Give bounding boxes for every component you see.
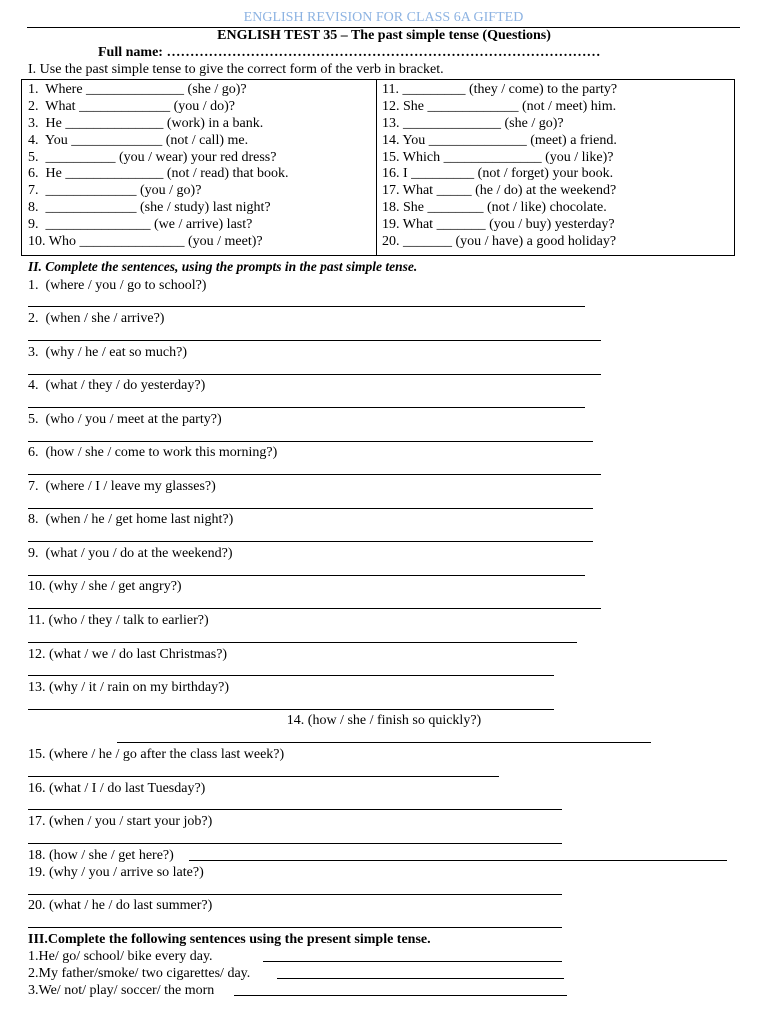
exercise1-item: 6. He ______________ (not / read) that book. — [28, 166, 289, 182]
exercise1-right-column — [382, 82, 617, 251]
prompt: 2. (when / she / arrive?) — [28, 311, 165, 326]
exercise1-item: 16. I _________ (not / forget) your book. — [382, 166, 614, 182]
answer-line — [28, 809, 562, 810]
exercise1-item: 1. Where ______________ (she / go)? — [28, 82, 247, 97]
prompt: 11. (who / they / talk to earlier?) — [28, 613, 209, 628]
prompt: 1. (where / you / go to school?) — [28, 278, 207, 293]
prompt: 7. (where / I / leave my glasses?) — [28, 479, 216, 494]
answer-line — [277, 978, 564, 979]
prompt: 10. (why / she / get angry?) — [28, 579, 182, 594]
full-name-line: Full name: ………………………………………………………………………………… — [98, 45, 601, 60]
prompt: 4. (what / they / do yesterday?) — [28, 378, 206, 393]
exercise1-item: 11. _________ (they / come) to the party? — [382, 82, 618, 97]
answer-line — [28, 407, 585, 408]
exercise1-item: 2. What _____________ (you / do)? — [28, 98, 235, 114]
prompt: 18. (how / she / get here?) — [28, 848, 174, 863]
answer-line — [28, 843, 562, 844]
exercise1-left-column — [28, 82, 289, 251]
prompt: 17. (when / you / start your job?) — [28, 814, 213, 829]
prompt: 1.He/ go/ school/ bike every day. — [28, 949, 213, 964]
exercise1-item: 18. She ________ (not / like) chocolate. — [382, 200, 607, 216]
exercise1-item: 20. _______ (you / have) a good holiday? — [382, 234, 617, 250]
exercise1-item: 12. She _____________ (not / meet) him. — [382, 98, 617, 114]
exercise1-item: 9. _______________ (we / arrive) last? — [28, 217, 253, 233]
prompt: 3. (why / he / eat so much?) — [28, 345, 188, 360]
exercise1-item: 7. _____________ (you / go)? — [28, 183, 202, 199]
prompt: 20. (what / he / do last summer?) — [28, 898, 213, 913]
exercise1-item: 4. You _____________ (not / call) me. — [28, 132, 249, 148]
exercise1-item: 15. Which ______________ (you / like)? — [382, 149, 614, 165]
answer-line — [28, 474, 601, 475]
prompt: 6. (how / she / come to work this morning?) — [28, 445, 278, 460]
answer-line — [28, 340, 601, 341]
worksheet-header: ENGLISH REVISION FOR CLASS 6A GIFTED — [27, 8, 740, 28]
answer-line — [28, 306, 585, 307]
exercise1-item: 13. ______________ (she / go)? — [382, 115, 564, 131]
answer-line — [28, 575, 585, 576]
prompt: 16. (what / I / do last Tuesday?) — [28, 781, 206, 796]
exercise1-item: 5. __________ (you / wear) your red dress? — [28, 149, 277, 165]
prompt: 3.We/ not/ play/ soccer/ the morn — [28, 983, 215, 998]
prompt: 13. (why / it / rain on my birthday?) — [28, 680, 230, 695]
answer-line — [28, 374, 601, 375]
answer-line — [28, 927, 562, 928]
answer-line — [234, 995, 567, 996]
exercise1-item: 10. Who _______________ (you / meet)? — [28, 234, 263, 250]
exercise1-item: 8. _____________ (she / study) last night? — [28, 200, 271, 216]
prompt: 5. (who / you / meet at the party?) — [28, 412, 222, 427]
exercise1-item: 19. What _______ (you / buy) yesterday? — [382, 217, 615, 233]
answer-line — [28, 642, 577, 643]
answer-line — [28, 441, 593, 442]
answer-line — [28, 508, 593, 509]
answer-line — [28, 776, 499, 777]
answer-line — [263, 961, 562, 962]
exercise1-item: 14. You ______________ (meet) a friend. — [382, 132, 617, 148]
exercise1-table — [21, 79, 735, 256]
section3-instruction: III.Complete the following sentences using the present simple tense. — [28, 932, 431, 947]
section1-instruction: I. Use the past simple tense to give the correct form of the verb in bracket. — [28, 62, 444, 77]
answer-line — [28, 608, 601, 609]
prompt: 9. (what / you / do at the weekend?) — [28, 546, 233, 561]
prompt: 15. (where / he / go after the class last week?) — [28, 747, 285, 762]
prompt: 14. (how / she / finish so quickly?) — [286, 713, 482, 728]
exercise1-item: 3. He ______________ (work) in a bank. — [28, 115, 264, 131]
answer-line — [28, 894, 562, 895]
prompt: 19. (why / you / arrive so late?) — [28, 865, 204, 880]
answer-line — [117, 742, 651, 743]
exercise1-item: 17. What _____ (he / do) at the weekend? — [382, 183, 617, 199]
test-title: ENGLISH TEST 35 – The past simple tense (Questions) — [217, 28, 551, 43]
answer-line — [28, 709, 554, 710]
table-divider — [376, 80, 377, 255]
prompt: 12. (what / we / do last Christmas?) — [28, 647, 228, 662]
prompt: 2.My father/smoke/ two cigarettes/ day. — [28, 966, 251, 981]
answer-line — [28, 541, 593, 542]
answer-line — [28, 675, 554, 676]
section2-instruction: II. Complete the sentences, using the prompts in the past simple tense. — [28, 259, 418, 274]
answer-line — [189, 860, 727, 861]
prompt: 8. (when / he / get home last night?) — [28, 512, 234, 527]
